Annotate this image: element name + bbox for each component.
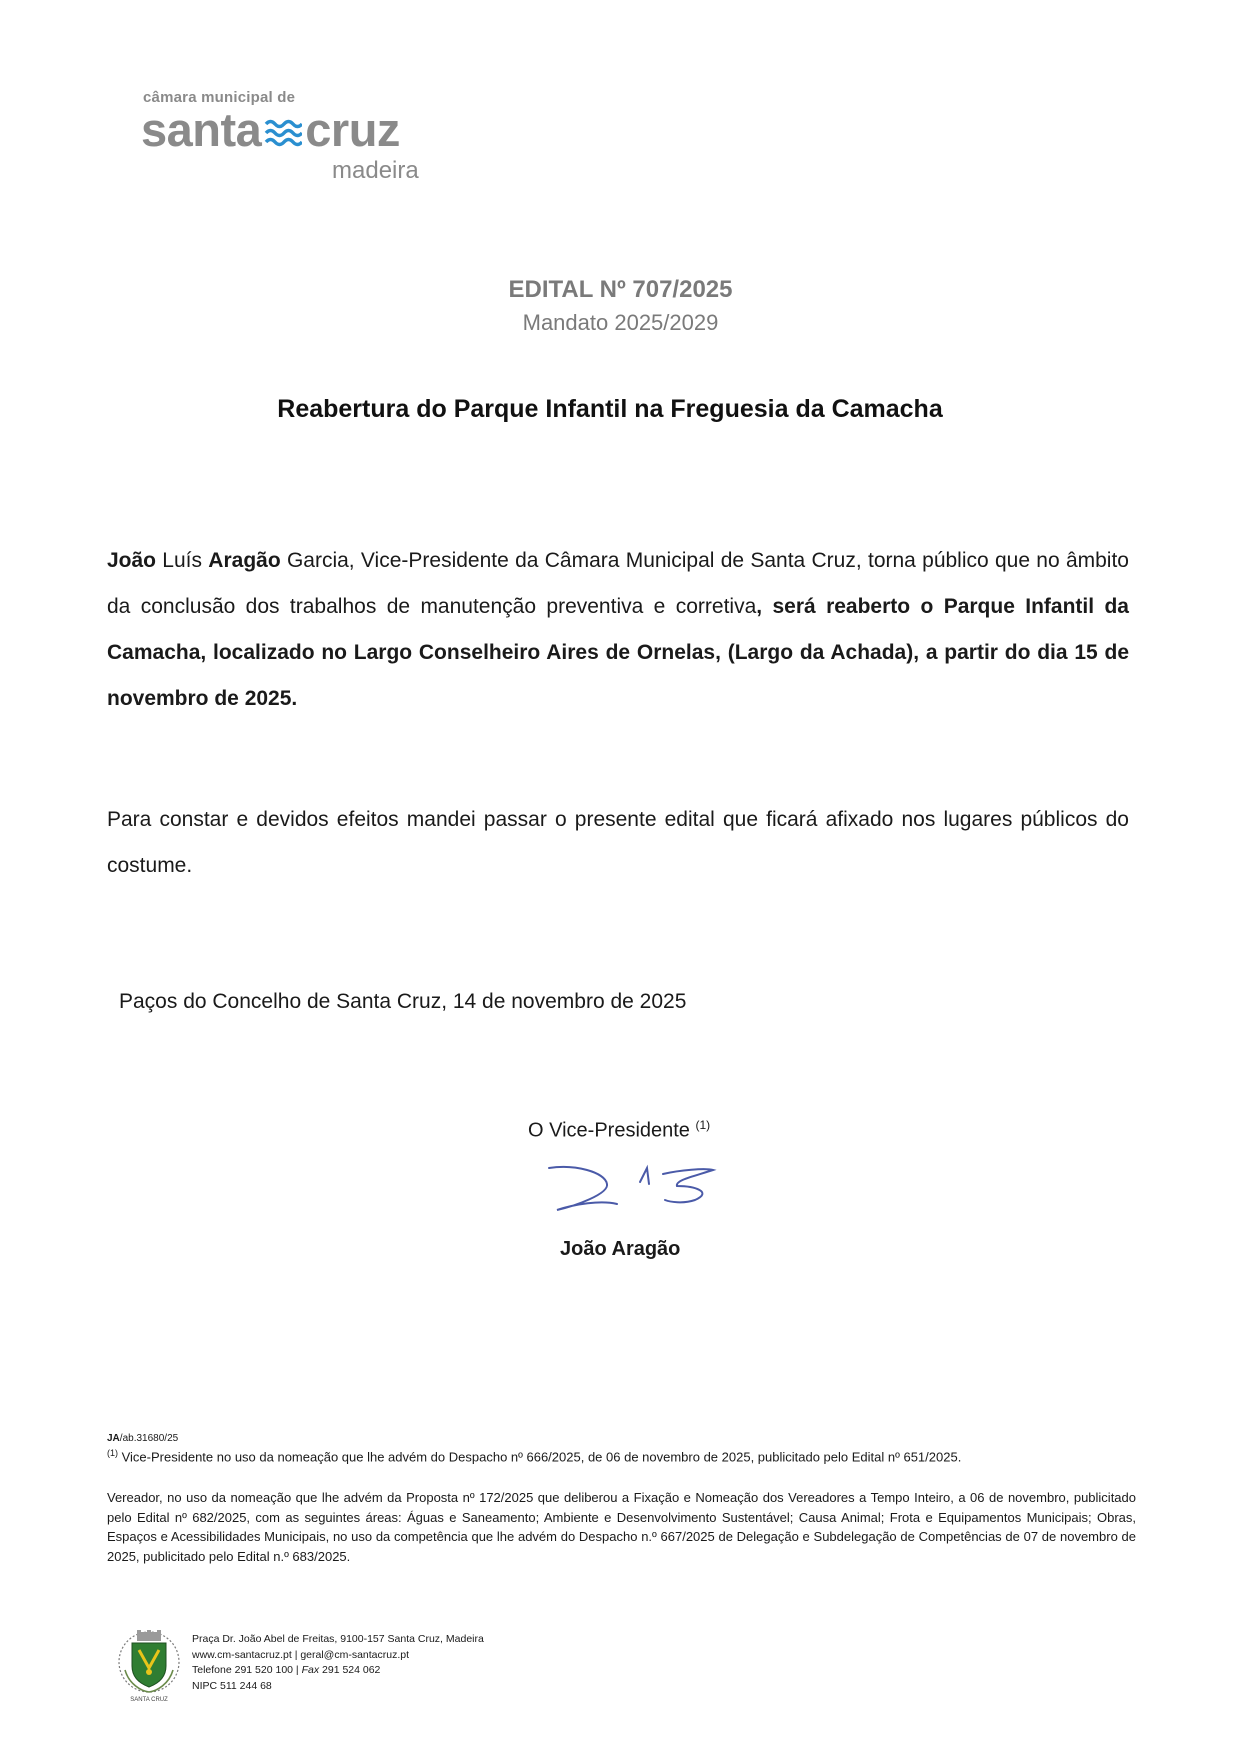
signer-role-note: (1) xyxy=(695,1118,711,1132)
logo-region: madeira xyxy=(332,157,419,184)
name-surname: Aragão xyxy=(208,549,281,572)
footer-fax-label: Fax xyxy=(301,1664,320,1676)
footnote-2: Vereador, no uso da nomeação que lhe advém da Proposta nº 172/2025 que deliberou a Fixação e Nomeação dos Vereadores a Tempo Inteiro, a 06 de novembro, publicitado pelo Edital nº 682/2025, com as seguintes áreas: Águas e Saneamento; Ambiente e Desenvolvimento Sustentável; Causa Animal; Frota e Equipamentos Municipais; Obras, Espaços e Acessibilidades Municipais, no uso da competência que lhe advém do Despacho n.º 667/2025 de Delegação e Subdelegação de Competências de 07 de novembro de 2025, publicitado pelo Edital n.º 683/2025. xyxy=(107,1490,1136,1564)
footnote-1-mark: (1) xyxy=(107,1448,118,1458)
footer-address: Praça Dr. João Abel de Freitas, 9100-157 Santa Cruz, Madeira xyxy=(192,1633,484,1645)
footer-web-email: www.cm-santacruz.pt | geral@cm-santacruz.pt xyxy=(192,1648,410,1661)
footer-phone-fax xyxy=(192,1663,484,1679)
document-title: Reabertura do Parque Infantil na Freguesia da Camacha xyxy=(277,395,943,423)
footer-nipc: NIPC 511 244 68 xyxy=(192,1679,272,1692)
crest-label: SANTA CRUZ xyxy=(130,1697,168,1703)
name-first: João xyxy=(107,549,157,572)
municipal-crest-icon xyxy=(115,1628,183,1704)
place-and-date: Paços do Concelho de Santa Cruz, 14 de novembro de 2025 xyxy=(119,990,687,1013)
edital-number: EDITAL Nº 707/2025 xyxy=(508,276,733,303)
reference-code xyxy=(107,1433,178,1444)
footer-fax-number: 291 524 062 xyxy=(319,1664,381,1676)
logo-word-right: cruz xyxy=(305,103,400,156)
announcement-text: Garcia, Vice-Presidente da Câmara Municipal de Santa Cruz, torna público que no âmbito da conclusão dos trabalhos de manutenção preventiva e corretiva xyxy=(107,549,1129,618)
signer-role-text: O Vice-Presidente xyxy=(528,1119,690,1142)
signature-image xyxy=(545,1160,720,1215)
signer-name: João Aragão xyxy=(560,1238,681,1260)
logo-wordmark xyxy=(141,103,400,156)
reference-initials: JA xyxy=(107,1433,120,1444)
announcement-paragraph xyxy=(107,538,1129,722)
reference-number: /ab.31680/25 xyxy=(119,1433,179,1444)
mandate: Mandato 2025/2029 xyxy=(522,310,719,335)
footnote-1 xyxy=(107,1448,961,1464)
footer-contact xyxy=(192,1632,484,1694)
waves-icon xyxy=(264,116,302,150)
closing-paragraph: Para constar e devidos efeitos mandei passar o presente edital que ficará afixado nos lugares públicos do costume. xyxy=(107,808,1129,877)
footer-phone: Telefone 291 520 100 | xyxy=(192,1664,302,1676)
name-middle: Luís xyxy=(156,549,209,572)
logo-top-line: câmara municipal de xyxy=(143,89,296,106)
signer-role xyxy=(528,1118,710,1143)
announcement-bold-text: , será reaberto o Parque Infantil da Camacha, localizado no Largo Conselheiro Aires de Ornelas, (Largo da Achada), a partir do dia 15 de novembro de 2025. xyxy=(107,595,1129,710)
footnote-1-text: Vice-Presidente no uso da nomeação que lhe advém do Despacho nº 666/2025, de 06 de novembro de 2025, publicitado pelo Edital nº 651/2025. xyxy=(118,1449,962,1465)
logo-word-left: santa xyxy=(141,103,262,156)
